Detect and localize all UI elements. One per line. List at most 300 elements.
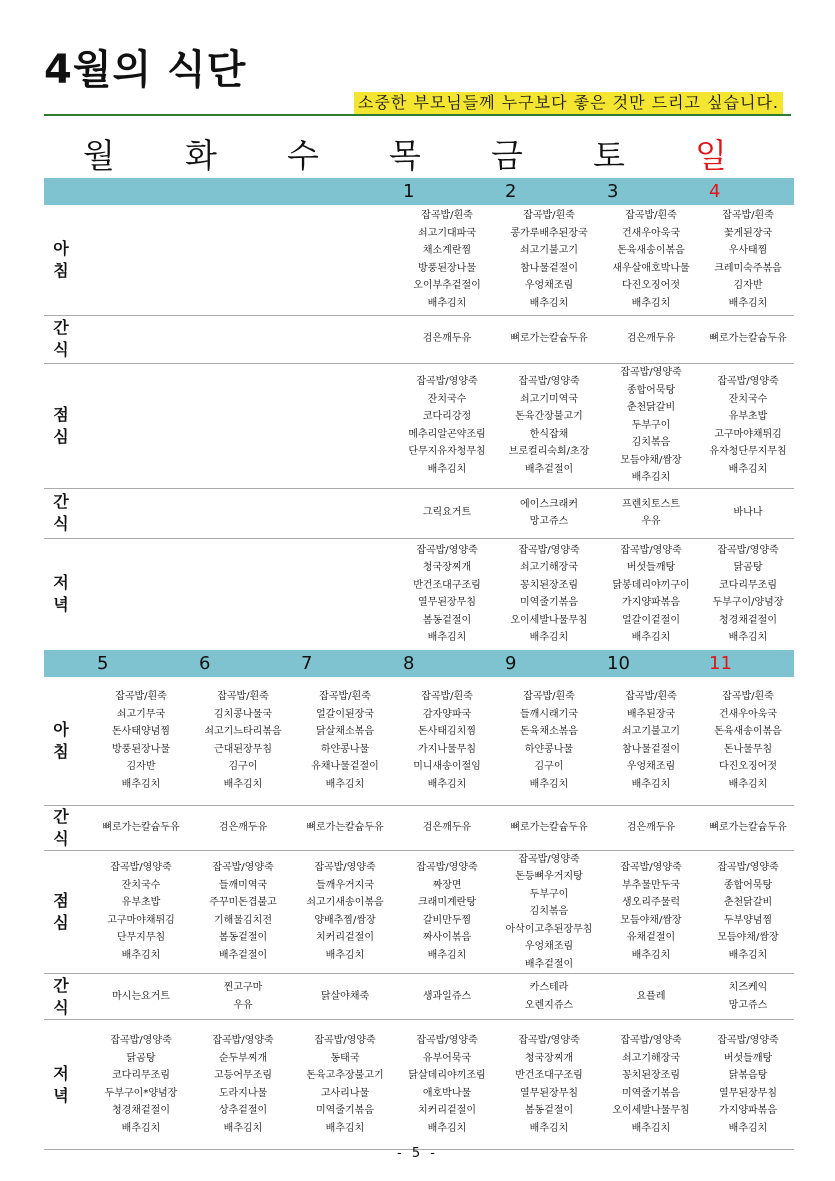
menu-item: 우엉채조림 xyxy=(626,761,676,773)
date-number xyxy=(294,178,396,205)
menu-cell xyxy=(396,315,498,363)
menu-item: 뼈로가는칼슘두유 xyxy=(510,333,588,345)
menu-item: 김자반 xyxy=(733,280,763,292)
weekday-thu: 목 xyxy=(389,136,421,175)
menu-item: 모듬야채/쌈장 xyxy=(717,932,779,944)
menu-item: 감자양파국 xyxy=(422,708,472,720)
date-number: 6 xyxy=(192,650,294,677)
date-number xyxy=(90,178,192,205)
menu-item: 코다리무조림 xyxy=(112,1070,170,1081)
menu-item: 하얀콩나물 xyxy=(320,743,370,755)
menu-item: 배추김치 xyxy=(121,1122,161,1134)
menu-item: 꽃게된장국 xyxy=(723,227,773,239)
menu-cell xyxy=(192,205,294,315)
menu-item: 배추김치 xyxy=(529,778,569,790)
menu-cell xyxy=(90,363,192,488)
menu-item: 반건조대구조림 xyxy=(515,1070,583,1081)
menu-cell xyxy=(600,488,702,538)
menu-cell xyxy=(498,315,600,363)
menu-item: 배추김치 xyxy=(223,1122,263,1134)
menu-item: 고구마야채튀김 xyxy=(714,428,782,440)
menu-item: 고구마야채튀김 xyxy=(107,914,175,926)
menu-cell xyxy=(600,538,702,650)
menu-item: 배추김치 xyxy=(631,297,671,309)
menu-item: 순두부찌개 xyxy=(218,1052,268,1064)
menu-item: 우사태찜 xyxy=(728,245,768,257)
menu-item: 배추김치 xyxy=(728,297,768,309)
menu-cell xyxy=(90,205,192,315)
snack2-row xyxy=(44,488,794,538)
date-number: 2 xyxy=(498,178,600,205)
menu-item: 열무된장무침 xyxy=(520,1087,578,1099)
menu-cell xyxy=(192,805,294,850)
menu-item: 버섯들깨탕 xyxy=(626,562,676,573)
menu-cell xyxy=(498,677,600,805)
menu-item: 잡곡밥/영양죽 xyxy=(518,376,580,387)
menu-item: 근대된장무침 xyxy=(214,743,272,755)
menu-cell xyxy=(294,805,396,850)
menu-item: 미니새송이절임 xyxy=(413,761,481,773)
menu-cell xyxy=(498,805,600,850)
menu-cell xyxy=(192,538,294,650)
menu-item: 쇠고기불고기 xyxy=(520,245,578,257)
menu-item: 건새우아욱국 xyxy=(622,227,680,239)
menu-item: 부추물만두국 xyxy=(622,879,680,891)
menu-item: 봄동겉절이 xyxy=(422,614,472,626)
page-number: - 5 - xyxy=(397,1146,438,1161)
menu-item: 잔치국수 xyxy=(728,393,768,405)
date-number: 4 xyxy=(702,178,794,205)
menu-item: 청경채겉절이 xyxy=(112,1105,170,1116)
menu-cell xyxy=(600,1020,702,1150)
menu-item: 배추겉절이 xyxy=(218,949,268,961)
menu-item: 청경채겉절이 xyxy=(719,614,777,626)
menu-cell xyxy=(294,538,396,650)
menu-cell xyxy=(702,488,794,538)
menu-item: 가지나물무침 xyxy=(418,743,476,755)
menu-cell xyxy=(90,488,192,538)
menu-cell xyxy=(702,805,794,850)
date-number xyxy=(192,178,294,205)
menu-item: 배추김치 xyxy=(121,949,161,961)
menu-item: 뼈로가는칼슘두유 xyxy=(510,821,588,833)
menu-item: 닭곰탕 xyxy=(126,1052,156,1064)
menu-item: 우엉채조림 xyxy=(524,941,574,952)
date-row xyxy=(44,178,794,205)
page-subtitle: 소중한 부모님들께 누구보다 좋은 것만 드리고 싶습니다. xyxy=(354,92,783,114)
menu-item: 돈사태양념찜 xyxy=(112,726,170,738)
menu-item: 애호박나물 xyxy=(422,1087,472,1099)
menu-item: 우유 xyxy=(233,999,253,1011)
menu-item: 반건조대구조림 xyxy=(413,579,481,591)
menu-item: 배추김치 xyxy=(529,1122,569,1134)
menu-item: 에이스크래커 xyxy=(520,498,578,510)
menu-item: 쇠고기무국 xyxy=(116,708,166,720)
menu-item: 검은깨두유 xyxy=(218,821,268,833)
meal-label-text: 간 식 xyxy=(53,975,69,1017)
meal-label xyxy=(44,805,90,850)
menu-item: 배추겉절이 xyxy=(524,958,574,970)
menu-item: 오렌지쥬스 xyxy=(524,999,574,1011)
meal-label-text: 아 침 xyxy=(53,719,69,761)
menu-item: 배추김치 xyxy=(728,778,768,790)
menu-item: 쇠고기새송이볶음 xyxy=(306,897,384,909)
weekday-fri: 금 xyxy=(491,136,523,175)
menu-item: 돈사태김치찜 xyxy=(418,726,476,738)
meal-label-text: 점 심 xyxy=(53,404,69,446)
menu-item: 미역줄기볶음 xyxy=(520,597,578,608)
menu-item: 유부초밥 xyxy=(728,411,768,422)
menu-item: 마시는요거트 xyxy=(112,990,170,1002)
menu-cell xyxy=(90,805,192,850)
menu-item: 닭봉데리야끼구이 xyxy=(612,579,690,591)
menu-item: 유부어묵국 xyxy=(422,1052,472,1064)
menu-item: 배추김치 xyxy=(325,778,365,790)
menu-item: 배추김치 xyxy=(728,463,768,475)
weekday-header xyxy=(44,130,794,178)
date-number: 9 xyxy=(498,650,600,677)
menu-item: 생과일쥬스 xyxy=(422,990,472,1002)
menu-item: 고사리나물 xyxy=(320,1087,370,1099)
menu-item: 종합어묵탕 xyxy=(723,879,773,891)
lunch-row xyxy=(44,850,794,974)
menu-item: 쇠고기해장국 xyxy=(622,1052,680,1064)
menu-item: 건새우아욱국 xyxy=(719,708,777,720)
menu-cell xyxy=(600,363,702,488)
menu-item: 배추김치 xyxy=(121,778,161,790)
menu-item: 김치볶음 xyxy=(529,906,569,917)
menu-item: 김자반 xyxy=(126,761,156,773)
meal-label-text: 간 식 xyxy=(53,492,69,533)
meal-label-text: 간 식 xyxy=(53,806,69,848)
menu-item: 닭볶음탕 xyxy=(728,1070,768,1081)
menu-item: 봄동겉절이 xyxy=(218,932,268,944)
weekday-sun: 일 xyxy=(695,136,727,175)
meal-label xyxy=(44,538,90,650)
menu-item: 배추된장국 xyxy=(626,708,676,720)
menu-item: 잡곡밥/영양죽 xyxy=(717,862,779,874)
menu-item: 잡곡밥/흰죽 xyxy=(115,691,167,703)
menu-cell xyxy=(498,363,600,488)
menu-item: 잡곡밥/흰죽 xyxy=(625,210,677,222)
menu-item: 종합어묵탕 xyxy=(626,384,676,396)
menu-item: 잡곡밥/영양죽 xyxy=(518,544,580,556)
menu-item: 바나나 xyxy=(733,507,763,519)
menu-cell xyxy=(600,315,702,363)
menu-item: 배추김치 xyxy=(728,632,768,643)
menu-item: 짜장면 xyxy=(432,879,462,891)
meal-label-text: 저 녁 xyxy=(53,1063,69,1105)
weekday-tue: 화 xyxy=(185,136,217,175)
menu-cell xyxy=(294,363,396,488)
menu-item: 새우살애호박나물 xyxy=(612,262,690,274)
menu-item: 잡곡밥/영양죽 xyxy=(416,862,478,874)
menu-item: 잡곡밥/영양죽 xyxy=(620,544,682,556)
menu-cell xyxy=(192,363,294,488)
menu-item: 배추김치 xyxy=(631,472,671,484)
menu-item: 잡곡밥/영양죽 xyxy=(717,376,779,387)
menu-cell xyxy=(498,538,600,650)
menu-cell xyxy=(396,538,498,650)
date-row xyxy=(44,650,794,677)
menu-item: 배추김치 xyxy=(631,778,671,790)
menu-item: 두부양념찜 xyxy=(723,914,773,926)
menu-item: 잡곡밥/영양죽 xyxy=(416,1035,478,1046)
menu-item: 김구이 xyxy=(228,761,258,773)
menu-item: 잡곡밥/영양죽 xyxy=(212,862,274,874)
menu-cell xyxy=(192,677,294,805)
menu-item: 열무된장무침 xyxy=(418,597,476,608)
menu-item: 잡곡밥/영양죽 xyxy=(416,544,478,556)
menu-item: 잡곡밥/영양죽 xyxy=(518,853,580,865)
menu-item: 다진오징어젓 xyxy=(622,280,680,292)
menu-item: 치즈케익 xyxy=(728,982,768,993)
menu-item: 뼈로가는칼슘두유 xyxy=(709,333,787,345)
menu-item: 검은깨두유 xyxy=(626,333,676,345)
menu-item: 배추김치 xyxy=(427,463,467,475)
menu-item: 돈육새송이볶음 xyxy=(714,726,782,738)
menu-item: 상추겉절이 xyxy=(218,1105,268,1116)
page-title: 4월의 식단 xyxy=(44,47,247,93)
menu-item: 단무지무침 xyxy=(116,932,166,944)
meal-label xyxy=(44,363,90,488)
menu-item: 배추김치 xyxy=(631,1122,671,1134)
menu-item: 꽁치된장조림 xyxy=(622,1070,680,1081)
menu-item: 콩가루배추된장국 xyxy=(510,227,588,239)
menu-item: 한식잡채 xyxy=(529,428,569,440)
menu-item: 하얀콩나물 xyxy=(524,743,574,755)
menu-item: 쇠고기해장국 xyxy=(520,562,578,573)
menu-cell xyxy=(600,805,702,850)
menu-item: 배추김치 xyxy=(728,1122,768,1134)
menu-item: 오이세발나물무침 xyxy=(510,614,588,626)
date-number: 7 xyxy=(294,650,396,677)
menu-cell xyxy=(294,850,396,974)
menu-item: 카스테라 xyxy=(529,982,569,993)
menu-cell xyxy=(90,974,192,1020)
menu-item: 닭살채소볶음 xyxy=(316,726,374,738)
menu-item: 배추김치 xyxy=(728,949,768,961)
menu-item: 잡곡밥/영양죽 xyxy=(620,862,682,874)
menu-item: 잡곡밥/영양죽 xyxy=(212,1035,274,1046)
menu-item: 돈육고추장불고기 xyxy=(306,1070,384,1081)
menu-item: 잡곡밥/흰죽 xyxy=(722,691,774,703)
menu-item: 돈나물무침 xyxy=(723,743,773,755)
menu-item: 브로컬리숙회/초장 xyxy=(508,446,590,457)
menu-item: 유채나물겉절이 xyxy=(311,761,379,773)
menu-item: 청국장찌개 xyxy=(524,1052,574,1064)
menu-item: 다진오징어젓 xyxy=(719,761,777,773)
menu-item: 잡곡밥/영양죽 xyxy=(620,1035,682,1046)
menu-cell xyxy=(192,315,294,363)
menu-item: 열무된장무침 xyxy=(719,1087,777,1099)
menu-item: 잡곡밥/영양죽 xyxy=(110,1035,172,1046)
menu-cell xyxy=(90,850,192,974)
meal-label-text: 점 심 xyxy=(53,890,69,932)
date-number: 10 xyxy=(600,650,702,677)
menu-item: 잡곡밥/영양죽 xyxy=(518,1035,580,1046)
menu-item: 돈육새송이볶음 xyxy=(617,245,685,257)
menu-cell xyxy=(600,850,702,974)
menu-cell xyxy=(90,315,192,363)
menu-item: 모듬야채/쌈장 xyxy=(620,454,682,466)
meal-label-text: 간 식 xyxy=(53,318,69,359)
menu-item: 그릭요거트 xyxy=(422,507,472,519)
menu-cell xyxy=(294,205,396,315)
menu-cell xyxy=(702,1020,794,1150)
menu-item: 치커리겉절이 xyxy=(418,1105,476,1116)
date-row-spacer xyxy=(44,650,90,677)
menu-item: 코다리무조림 xyxy=(719,579,777,591)
menu-item: 배추김치 xyxy=(631,632,671,643)
menu-item: 동태국 xyxy=(330,1052,360,1064)
menu-item: 우유 xyxy=(641,516,661,527)
weekday-wed: 수 xyxy=(287,136,319,175)
meal-label xyxy=(44,205,90,315)
menu-item: 배추김치 xyxy=(223,778,263,790)
breakfast-row xyxy=(44,677,794,805)
menu-item: 쇠고기미역국 xyxy=(520,393,578,405)
menu-item: 닭살데리야끼조림 xyxy=(408,1070,486,1081)
menu-item: 미역줄기볶음 xyxy=(622,1087,680,1099)
menu-item: 양배추찜/쌈장 xyxy=(314,914,376,926)
menu-item: 배추김치 xyxy=(325,1122,365,1134)
menu-cell xyxy=(192,1020,294,1150)
menu-item: 두부구이*양념장 xyxy=(104,1087,178,1099)
menu-item: 배추김치 xyxy=(427,297,467,309)
menu-cell xyxy=(396,1020,498,1150)
meal-label xyxy=(44,974,90,1020)
menu-item: 배추김치 xyxy=(529,632,569,643)
menu-cell xyxy=(702,850,794,974)
menu-item: 버섯들깨탕 xyxy=(723,1052,773,1064)
menu-cell xyxy=(192,488,294,538)
menu-item: 잡곡밥/영양죽 xyxy=(620,367,682,379)
menu-item: 잔치국수 xyxy=(121,879,161,891)
snack1-row xyxy=(44,805,794,850)
menu-item: 춘천닭갈비 xyxy=(626,402,676,414)
title-rule xyxy=(44,114,791,116)
menu-item: 프렌치토스트 xyxy=(622,498,680,510)
menu-item: 두부구이 xyxy=(529,888,569,900)
menu-cell xyxy=(498,850,600,974)
menu-cell xyxy=(396,850,498,974)
menu-cell xyxy=(396,974,498,1020)
menu-cell xyxy=(498,1020,600,1150)
menu-item: 김치콩나물국 xyxy=(214,708,272,720)
weekday-sat: 토 xyxy=(593,136,625,175)
date-number: 8 xyxy=(396,650,498,677)
menu-cell xyxy=(294,974,396,1020)
menu-item: 잡곡밥/흰죽 xyxy=(523,691,575,703)
menu-item: 닭곰탕 xyxy=(733,562,763,573)
menu-item: 오이세발나물무침 xyxy=(612,1105,690,1116)
menu-cell xyxy=(294,1020,396,1150)
snack2-row xyxy=(44,974,794,1020)
menu-item: 쇠고기대파국 xyxy=(418,227,476,239)
menu-item: 주꾸미돈겹불고 xyxy=(209,897,277,909)
menu-cell xyxy=(702,205,794,315)
menu-cell xyxy=(600,677,702,805)
menu-cell xyxy=(498,974,600,1020)
week-table-1 xyxy=(44,178,794,651)
menu-item: 크래미계란탕 xyxy=(418,897,476,909)
menu-cell xyxy=(294,315,396,363)
menu-item: 들깨미역국 xyxy=(218,879,268,891)
meal-label-text: 저 녁 xyxy=(53,573,69,614)
menu-item: 망고쥬스 xyxy=(728,999,768,1011)
menu-cell xyxy=(90,1020,192,1150)
menu-item: 가지양파볶음 xyxy=(622,597,680,608)
date-number: 11 xyxy=(702,650,794,677)
menu-item: 잡곡밥/영양죽 xyxy=(110,862,172,874)
menu-item: 잡곡밥/영양죽 xyxy=(314,1035,376,1046)
menu-item: 유부초밥 xyxy=(121,897,161,909)
menu-cell xyxy=(396,363,498,488)
menu-item: 잡곡밥/흰죽 xyxy=(523,210,575,222)
menu-cell xyxy=(396,488,498,538)
meal-label xyxy=(44,850,90,974)
menu-item: 꽁치된장조림 xyxy=(520,579,578,591)
date-row-spacer xyxy=(44,178,90,205)
meal-label-text: 아 침 xyxy=(53,238,69,280)
menu-item: 잡곡밥/흰죽 xyxy=(722,210,774,222)
menu-item: 뼈로가는칼슘두유 xyxy=(709,821,787,833)
menu-item: 배추김치 xyxy=(631,949,671,961)
menu-item: 얼갈이겉절이 xyxy=(622,614,680,626)
menu-item: 찐고구마 xyxy=(223,982,263,993)
meal-label xyxy=(44,488,90,538)
menu-item: 방풍된장나물 xyxy=(112,743,170,755)
dinner-row xyxy=(44,538,794,650)
menu-item: 배추김치 xyxy=(529,297,569,309)
menu-item: 잡곡밥/흰죽 xyxy=(217,691,269,703)
weekday-mon: 월 xyxy=(83,136,115,175)
menu-item: 요플레 xyxy=(636,990,666,1002)
menu-cell xyxy=(702,974,794,1020)
meal-label xyxy=(44,677,90,805)
menu-item: 오이부추겉절이 xyxy=(413,280,481,292)
menu-item: 뼈로가는칼슘두유 xyxy=(306,821,384,833)
menu-item: 잔치국수 xyxy=(427,393,467,405)
menu-cell xyxy=(294,677,396,805)
menu-cell xyxy=(498,205,600,315)
menu-cell xyxy=(702,538,794,650)
menu-cell xyxy=(90,677,192,805)
menu-item: 얼갈이된장국 xyxy=(316,708,374,720)
lunch-row xyxy=(44,363,794,488)
menu-item: 봄동겉절이 xyxy=(524,1105,574,1116)
menu-item: 김치볶음 xyxy=(631,437,671,449)
menu-item: 배추겉절이 xyxy=(524,463,574,475)
breakfast-row xyxy=(44,205,794,315)
menu-item: 치커리겉절이 xyxy=(316,932,374,944)
menu-item: 검은깨두유 xyxy=(422,333,472,345)
menu-cell xyxy=(90,538,192,650)
menu-item: 코다리강정 xyxy=(422,411,472,422)
date-number: 5 xyxy=(90,650,192,677)
menu-item: 검은깨두유 xyxy=(422,821,472,833)
menu-item: 잡곡밥/영양죽 xyxy=(717,1035,779,1046)
dinner-row xyxy=(44,1020,794,1150)
meal-label xyxy=(44,1020,90,1150)
menu-item: 채소계란찜 xyxy=(422,245,472,257)
menu-item: 검은깨두유 xyxy=(626,821,676,833)
date-number: 1 xyxy=(396,178,498,205)
menu-item: 유자청단무지무침 xyxy=(709,446,787,457)
menu-item: 참나물겉절이 xyxy=(520,262,578,274)
menu-item: 춘천닭갈비 xyxy=(723,897,773,909)
